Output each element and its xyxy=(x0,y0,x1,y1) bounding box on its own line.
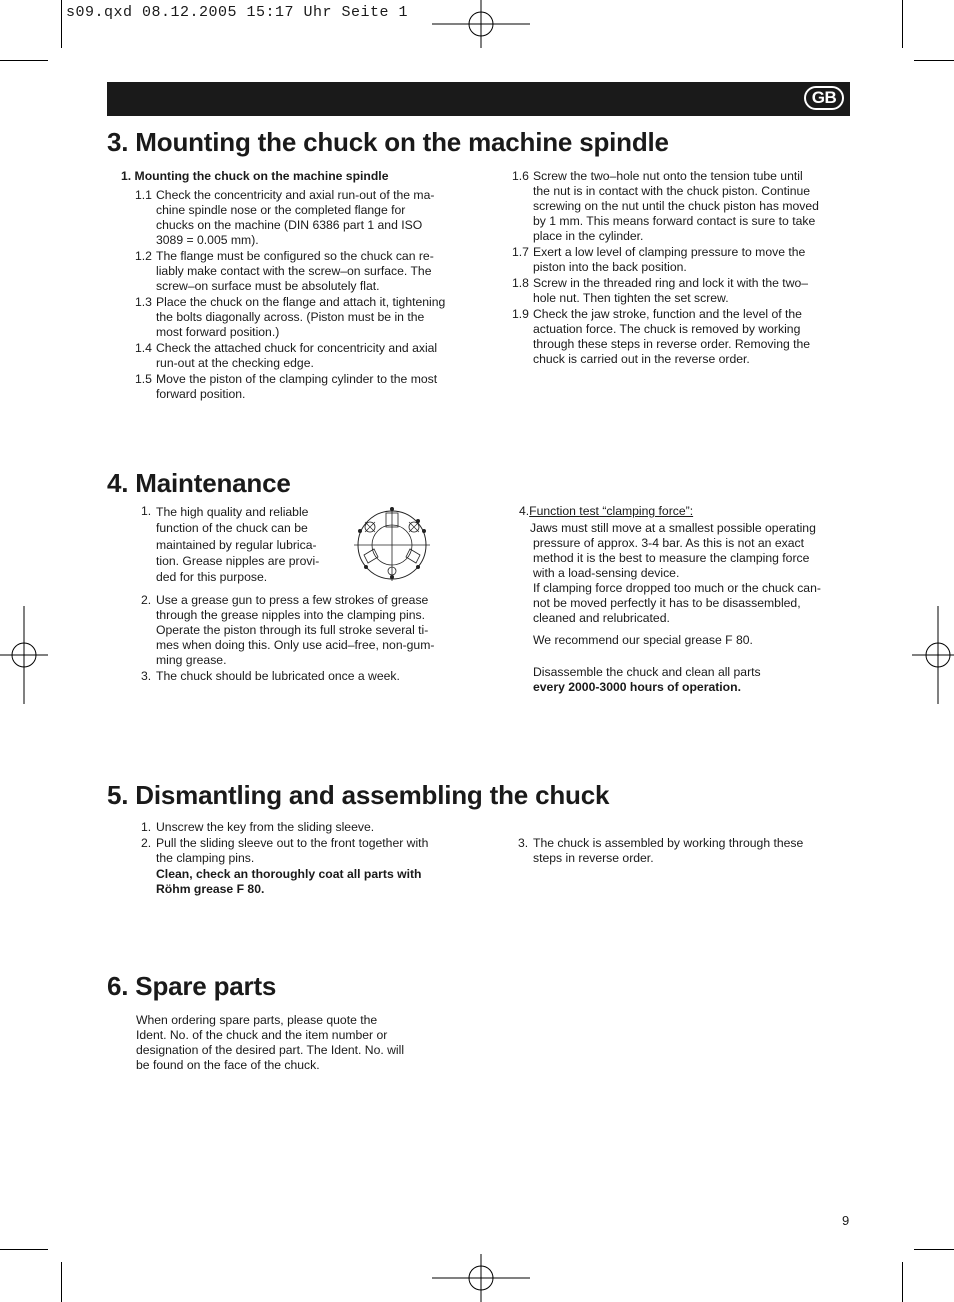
registration-mark-right xyxy=(912,606,954,704)
mounting-left-item-text: Check the attached chuck for concentricity and axial run-out at the checking edge. xyxy=(156,341,438,370)
disassembly-note: Disassemble the chuck and clean all parts xyxy=(533,665,761,679)
dismantling-list-right: 3. The chuck is assembled by working through these steps in reverse order. xyxy=(518,836,804,865)
mounting-left-item-text: The flange must be configured so the chuck can re- liably make contact with the screw–on surface. The screw–on surface must be absolutely flat. xyxy=(156,249,434,293)
function-test-block xyxy=(519,504,849,695)
spare-parts-text: When ordering spare parts, please quote the Ident. No. of the chuck and the item number or designation of the desired part. The Ident. No. will be found on the face of the chuck. xyxy=(136,1013,405,1072)
mounting-right-item-text: Exert a low level of clamping pressure to move the piston into the back position. xyxy=(533,245,806,274)
dismantling-item-2-text: Pull the sliding sleeve out to the front together with the clamping pins. xyxy=(156,836,429,865)
mounting-right-item-number: 1.7 xyxy=(512,245,529,259)
dismantling-item-2-bold: Clean, check an thoroughly coat all parts with Röhm grease F 80. xyxy=(156,867,422,896)
dismantling-list-left: 1. Unscrew the key from the sliding sleeve. 2. Pull the sliding sleeve out to the front together with the clamping pins. Clean, check an thoroughly coat all parts with Röhm grease F 80. xyxy=(141,820,461,897)
page-number: 9 xyxy=(842,1213,850,1228)
function-test-number: 4. xyxy=(519,504,530,518)
registration-mark-top xyxy=(432,0,530,48)
mounting-left-item xyxy=(135,372,475,402)
section-5-title: 5. Dismantling and assembling the chuck xyxy=(107,780,610,810)
mounting-left-item-number: 1.3 xyxy=(135,295,152,309)
mounting-right-item xyxy=(512,307,847,367)
registration-mark-bottom xyxy=(432,1254,530,1302)
section-3-right-list xyxy=(512,169,847,368)
function-test-text: Jaws must still move at a smallest possible operating pressure of approx. 3-4 bar. As this is not an exact method it is the best to measure the clamping force with a load-sensing device. If clamping force dropped too much or the chuck can- not be moved perfectly it has to be disassembled, cleaned and relubricated. xyxy=(530,521,821,625)
mounting-right-item-number: 1.8 xyxy=(512,276,529,290)
maintenance-item-1: 1. The high quality and reliable function of the chuck can be maintained by regular lubrica- tion. Grease nipples are provi- ded for this purpose. xyxy=(141,504,320,585)
dismantling-item-1-text: Unscrew the key from the sliding sleeve. xyxy=(156,820,375,834)
mounting-left-item xyxy=(135,249,475,294)
maintenance-item-3-text: The chuck should be lubricated once a week. xyxy=(156,669,400,683)
mounting-right-item xyxy=(512,276,847,306)
mounting-left-item-number: 1.5 xyxy=(135,372,152,386)
file-slug: s09.qxd 08.12.2005 15:17 Uhr Seite 1 xyxy=(66,4,409,21)
grease-recommendation: We recommend our special grease F 80. xyxy=(533,633,753,647)
mounting-left-item xyxy=(135,188,475,248)
section-6-title: 6. Spare parts xyxy=(107,971,277,1001)
mounting-left-item-text: Place the chuck on the flange and attach it, tightening the bolts diagonally across. (Piston must be in the most forward position.) xyxy=(156,295,446,339)
maintenance-item-1-text: The high quality and reliable function of the chuck can be maintained by regular lubrica- tion. Grease nipples are provi- ded for this purpose. xyxy=(156,505,320,585)
mounting-left-item-number: 1.2 xyxy=(135,249,152,263)
maintenance-item-2-text: Use a grease gun to press a few strokes of grease through the grease nipples into the clamping pins. Operate the piston through its full stroke several ti- mes when doing this. Only use acid–free, non-gum- ming grease. xyxy=(156,593,435,667)
mounting-right-item-number: 1.9 xyxy=(512,307,529,321)
mounting-right-item xyxy=(512,245,847,275)
mounting-left-item xyxy=(135,341,475,371)
language-badge: GB xyxy=(804,86,844,110)
function-test-heading: Function test “clamping force”: xyxy=(529,504,694,518)
section-3-subtitle: 1. Mounting the chuck on the machine spindle xyxy=(121,169,389,183)
mounting-right-item xyxy=(512,169,847,244)
section-3-title: 3. Mounting the chuck on the machine spindle xyxy=(107,127,669,157)
mounting-right-item-text: Screw the two–hole nut onto the tension tube until the nut is in contact with the chuck piston. Continue screwing on the nut until the chuck piston has moved by 1 mm. This means forward contact is sure to take place in the cylinder. xyxy=(533,169,819,243)
dismantling-item-3-text: The chuck is assembled by working through these steps in reverse order. xyxy=(533,836,804,865)
section-4-title: 4. Maintenance xyxy=(107,468,291,498)
section-3-left-list xyxy=(135,188,475,403)
registration-mark-left xyxy=(0,606,48,704)
maintenance-items-2-3: 2. Use a grease gun to press a few strokes of grease through the grease nipples into the clamping pins. Operate the piston through its full stroke several ti- mes when doing this. Only use acid–free, non-gum- ming grease. 3. The chuck should be lubricated once a week. xyxy=(141,593,435,683)
mounting-left-item xyxy=(135,295,475,340)
grease-nipple-diagram xyxy=(354,505,430,581)
disassembly-interval: every 2000-3000 hours of operation. xyxy=(533,680,741,694)
header-banner xyxy=(107,82,850,116)
mounting-left-item-number: 1.4 xyxy=(135,341,152,355)
mounting-left-item-number: 1.1 xyxy=(135,188,152,202)
mounting-left-item-text: Check the concentricity and axial run-out of the ma- chine spindle nose or the completed flange for chucks on the machine (DIN 6386 part 1 and ISO 3089 = 0.005 mm). xyxy=(156,188,435,247)
mounting-right-item-number: 1.6 xyxy=(512,169,529,183)
mounting-right-item-text: Screw in the threaded ring and lock it with the two– hole nut. Then tighten the set screw. xyxy=(533,276,809,305)
mounting-right-item-text: Check the jaw stroke, function and the level of the actuation force. The chuck is removed by working through these steps in reverse order. Removing the chuck is carried out in the reverse order. xyxy=(533,307,811,366)
mounting-left-item-text: Move the piston of the clamping cylinder to the most forward position. xyxy=(156,372,438,401)
